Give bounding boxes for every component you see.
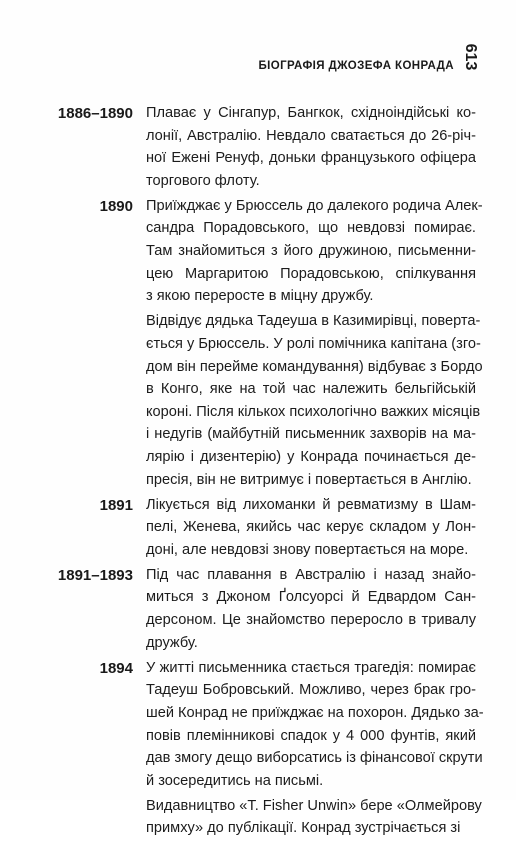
text-line: цею Маргаритою Порадовською, спілкування xyxy=(146,265,476,282)
entry-text xyxy=(146,195,483,491)
entry-year: 1886–1890 xyxy=(57,105,133,122)
text-line: торгового флоту. xyxy=(146,172,260,189)
text-line: пресія, він не витримує і повертається в Англію. xyxy=(146,471,472,488)
text-line: сандра Порадовського, що невдовзі помирає. xyxy=(146,220,476,237)
entry-paragraph xyxy=(146,795,482,840)
entry-year: 1891–1893 xyxy=(57,566,133,584)
text-line: Тадеуш Бобровський. Можливо, через брак гро- xyxy=(146,682,476,699)
text-line: Плаває у Сінгапур, Бангкок, східноіндійські ко- xyxy=(146,105,476,121)
entry-paragraph xyxy=(146,310,483,491)
page-number: 613 xyxy=(462,43,479,71)
text-line: дав змогу дещо виборсатись із фінансової скрути xyxy=(146,750,483,767)
entry-paragraph xyxy=(146,494,476,562)
text-line: лярію і дизентерію) у Конрада починається де- xyxy=(146,448,476,465)
chronology-entry xyxy=(0,102,516,192)
entry-text xyxy=(146,102,476,192)
entry-year: 1890 xyxy=(99,197,133,215)
text-line: дом він перейме командування) відбуває з Бордо xyxy=(146,358,483,375)
text-line: Відвідує дядька Тадеуша в Казимирівці, поверта- xyxy=(146,313,481,330)
chronology-entry xyxy=(0,195,516,491)
entry-text xyxy=(146,657,484,840)
text-line: ється у Брюссель. У ролі помічника капітана (зго- xyxy=(146,335,481,352)
chronology-entry xyxy=(0,657,516,840)
text-line: повів племінникові спадок у 4 000 фунтів, який xyxy=(146,727,476,744)
entry-text xyxy=(146,564,476,654)
text-line: примху» до публікації. Конрад зустрічається зі xyxy=(146,820,461,837)
entry-text xyxy=(146,494,476,562)
chronology-entry xyxy=(0,494,516,562)
text-line: шей Конрад не приїжджає на похорон. Дядько за- xyxy=(146,704,484,721)
text-line: в Конго, яке на той час належить бельгійській xyxy=(146,381,476,398)
entry-year: 1891 xyxy=(99,496,133,514)
text-line: й зосередитись на письмі. xyxy=(146,772,324,789)
text-line: пелі, Женева, якийсь час керує складом у Лон- xyxy=(146,519,476,536)
text-line: Приїжджає у Брюссель до далекого родича Алек- xyxy=(146,197,483,214)
text-line: миться з Джоном Ґолсуорсі й Едвардом Сан- xyxy=(146,589,476,606)
text-line: ної Ежені Ренуф, доньки французького офіцера xyxy=(146,150,476,167)
chronology-entry xyxy=(0,564,516,654)
text-line: Під час плавання в Австралію і назад знайо- xyxy=(146,566,476,583)
text-line: і недугів (майбутній письменник захворів на ма- xyxy=(146,426,476,443)
text-line: з якою переросте в міцну дружбу. xyxy=(146,288,374,305)
entry-paragraph xyxy=(146,195,483,308)
text-line: У житті письменника стається трагедія: помирає xyxy=(146,659,476,676)
text-line: короні. Після кількох психологічно важких місяців xyxy=(146,403,481,420)
text-line: дерсоном. Це знайомство переросло в тривалу xyxy=(146,612,476,629)
entry-paragraph xyxy=(146,657,484,793)
text-line: лонії, Австралію. Невдало сватається до 26-річ- xyxy=(146,127,476,144)
text-line: Лікується від лихоманки й ревматизму в Шам- xyxy=(146,496,476,513)
text-line: доні, але невдовзі знову повертається на море. xyxy=(146,541,469,558)
entry-year: 1894 xyxy=(99,659,133,677)
text-line: дружбу. xyxy=(146,634,198,651)
entry-paragraph xyxy=(146,564,476,654)
text-line: Там знайомиться з його дружиною, письменни- xyxy=(146,243,476,260)
entry-paragraph xyxy=(146,102,476,192)
text-line: Видавництво «T. Fisher Unwin» бере «Олмейрову xyxy=(146,797,482,814)
chronology-list xyxy=(0,102,516,843)
running-title: БІОГРАФІЯ ДЖОЗЕФА КОНРАДА xyxy=(258,60,454,72)
